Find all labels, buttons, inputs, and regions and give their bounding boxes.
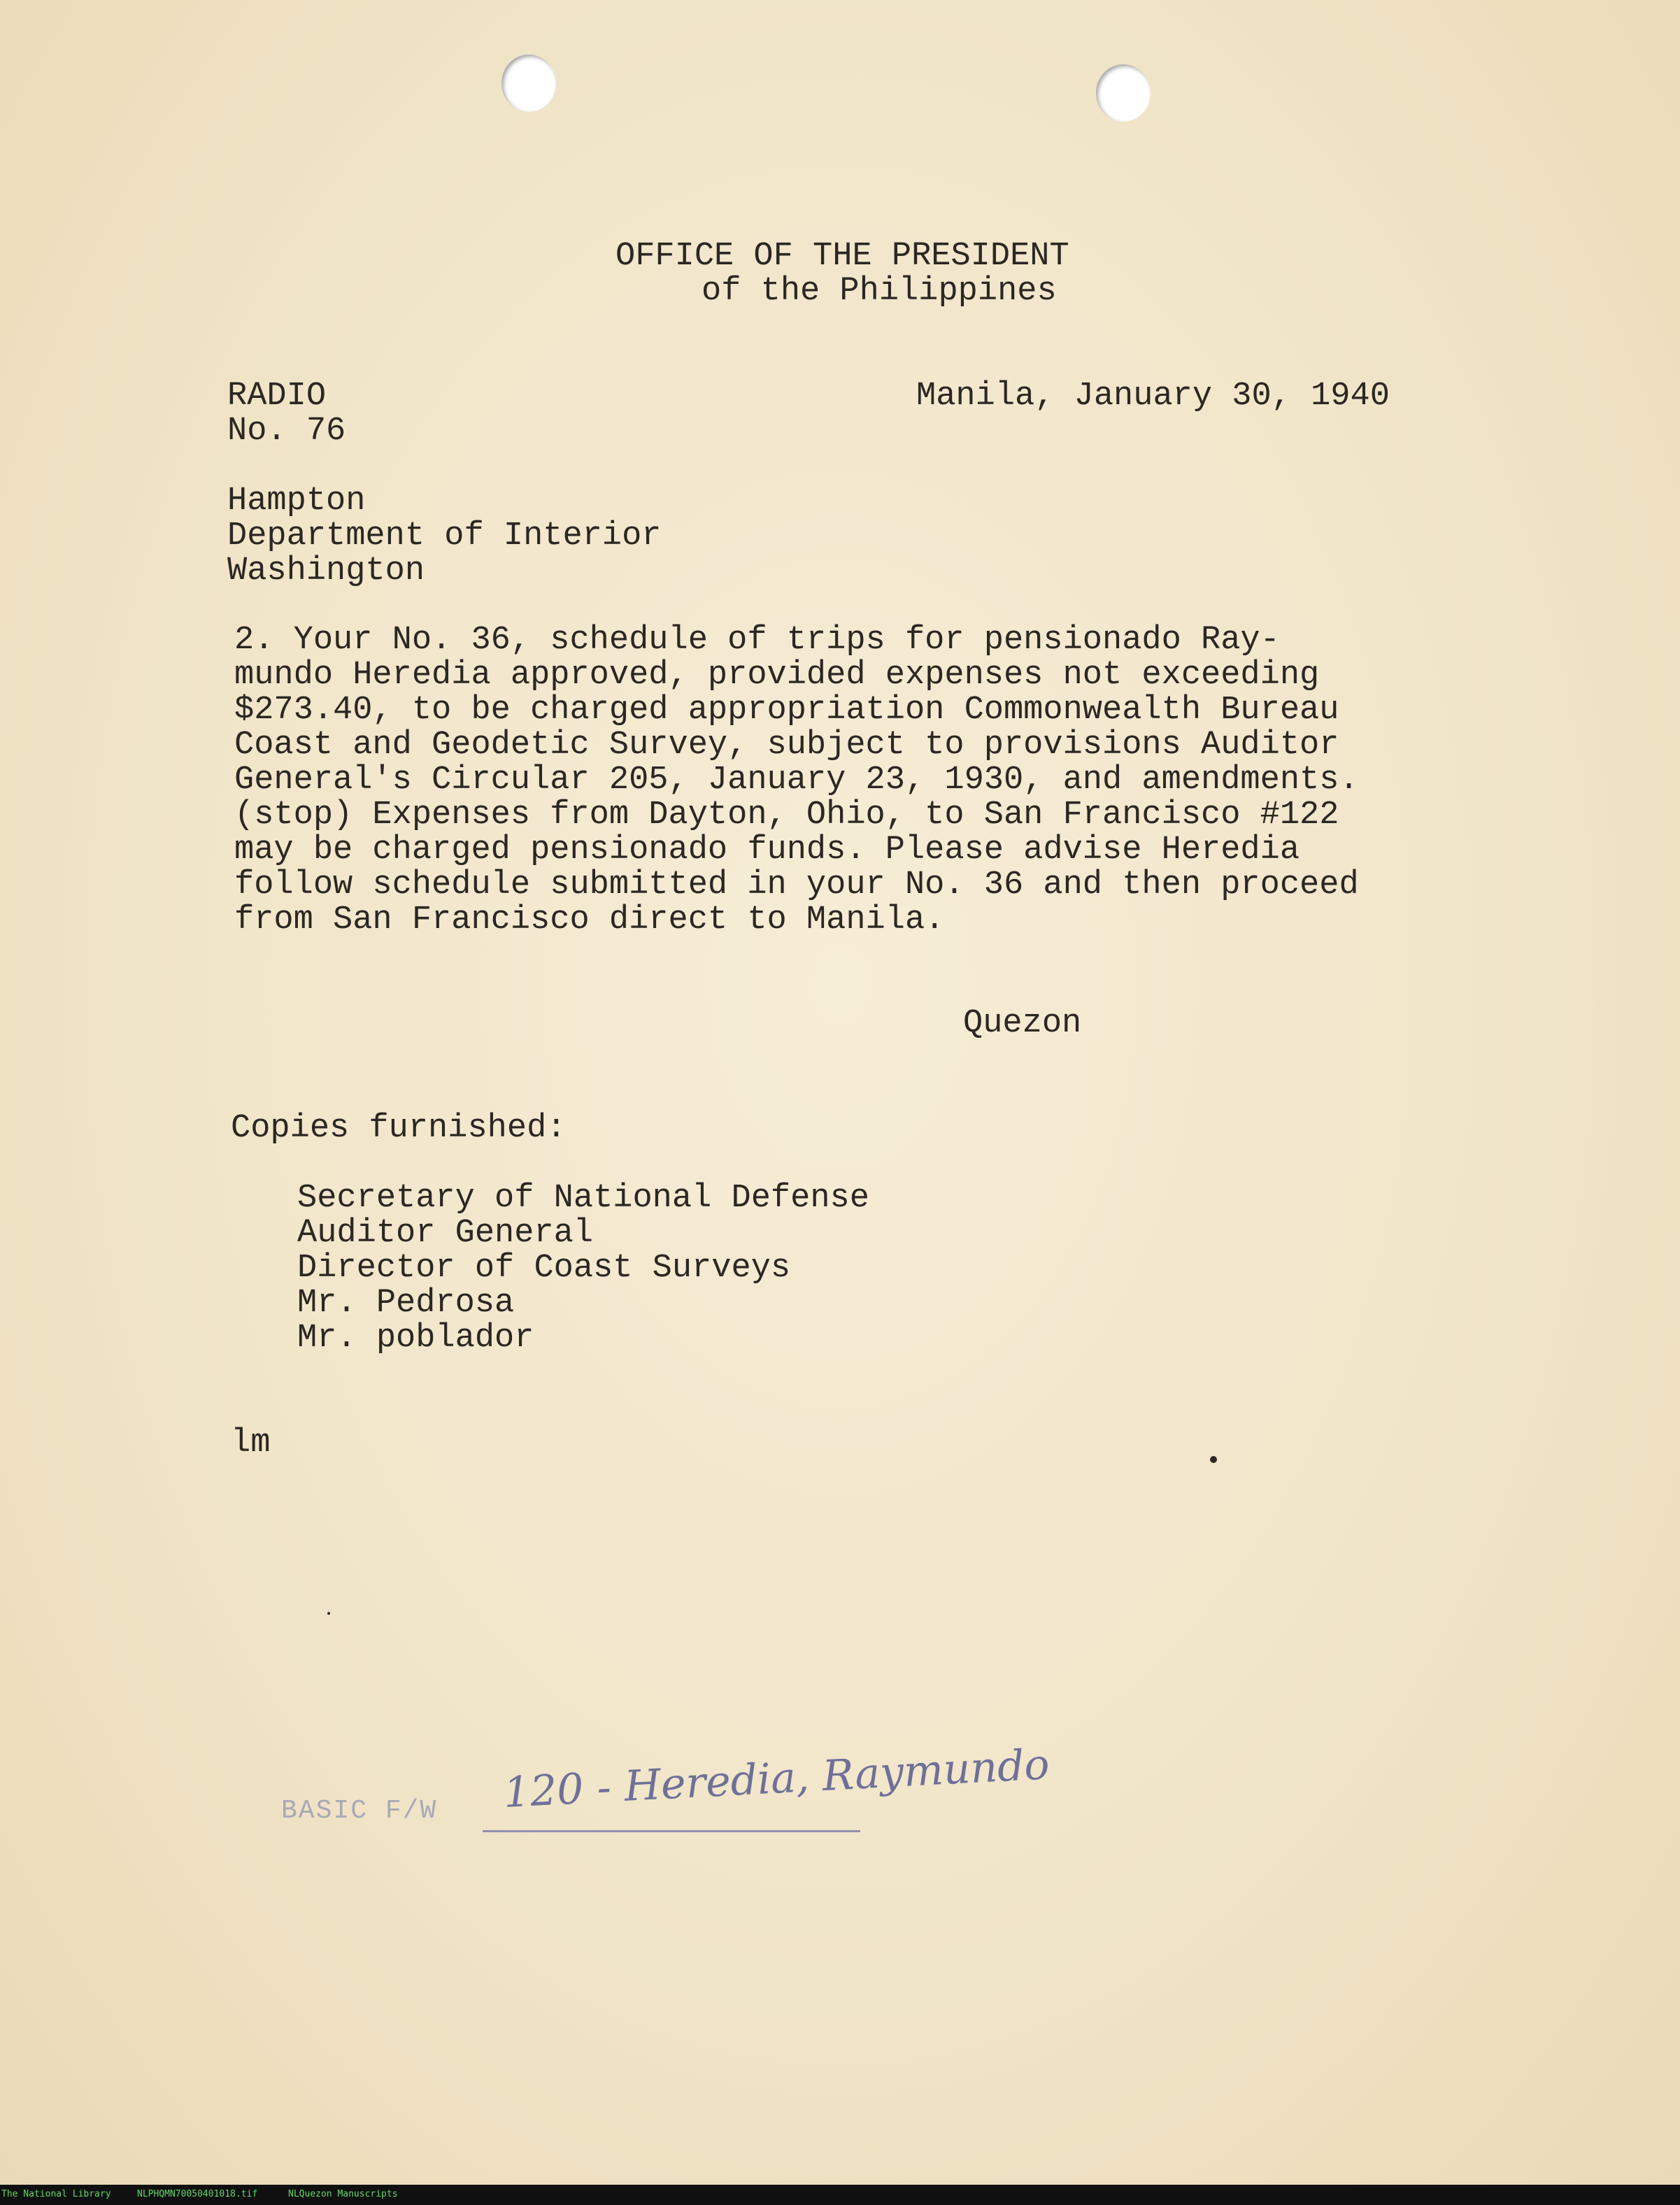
copies-heading: Copies furnished: (231, 1110, 567, 1147)
footer-library: The National Library (1, 2189, 111, 2199)
letterhead-office: OFFICE OF THE PRESIDENT (615, 238, 1069, 275)
body-line: (stop) Expenses from Dayton, Ohio, to San Francisco #122 (234, 797, 1339, 834)
signature: Quezon (963, 1005, 1082, 1042)
typist-initials: lm (231, 1425, 271, 1462)
dateline: Manila, January 30, 1940 (916, 378, 1390, 415)
radio-number: No. 76 (227, 413, 346, 450)
body-line: $273.40, to be charged appropriation Commonwealth Bureau (234, 692, 1339, 729)
addressee-name: Hampton (227, 483, 366, 520)
body-line: follow schedule submitted in your No. 36 and then proceed (234, 866, 1359, 904)
body-line: from San Francisco direct to Manila. (234, 901, 945, 939)
handwritten-file-note: 120 - Heredia, Raymundo (502, 1740, 1051, 1818)
copy-recipient: Secretary of National Defense (297, 1180, 869, 1217)
ink-speck (1210, 1456, 1217, 1463)
filing-stamp-label: BASIC F/W (281, 1796, 438, 1826)
body-line: mundo Heredia approved, provided expenses not exceeding (234, 657, 1320, 694)
body-line: may be charged pensionado funds. Please advise Heredia (234, 832, 1300, 869)
copy-recipient: Mr. poblador (297, 1320, 534, 1357)
punch-hole-left (501, 55, 556, 112)
addressee-city: Washington (227, 552, 425, 590)
footer-file: NLPHQMN70050401018.tif (137, 2189, 258, 2199)
body-line: General's Circular 205, January 23, 1930, and amendments. (234, 762, 1359, 799)
handwriting-underline (483, 1830, 860, 1832)
copy-recipient: Director of Coast Surveys (297, 1250, 791, 1287)
ink-speck (327, 1612, 330, 1615)
punch-hole-right (1096, 64, 1151, 122)
copy-recipient: Mr. Pedrosa (297, 1285, 515, 1322)
letterhead-country: of the Philippines (702, 273, 1057, 310)
addressee-department: Department of Interior (227, 518, 662, 555)
scan-footer (0, 2185, 1680, 2205)
radio-label: RADIO (227, 378, 327, 415)
body-line: 2. Your No. 36, schedule of trips for pensionado Ray- (234, 622, 1280, 659)
footer-collection: NLQuezon Manuscripts (288, 2189, 398, 2199)
copy-recipient: Auditor General (297, 1215, 594, 1252)
body-line: Coast and Geodetic Survey, subject to provisions Auditor (234, 727, 1339, 764)
